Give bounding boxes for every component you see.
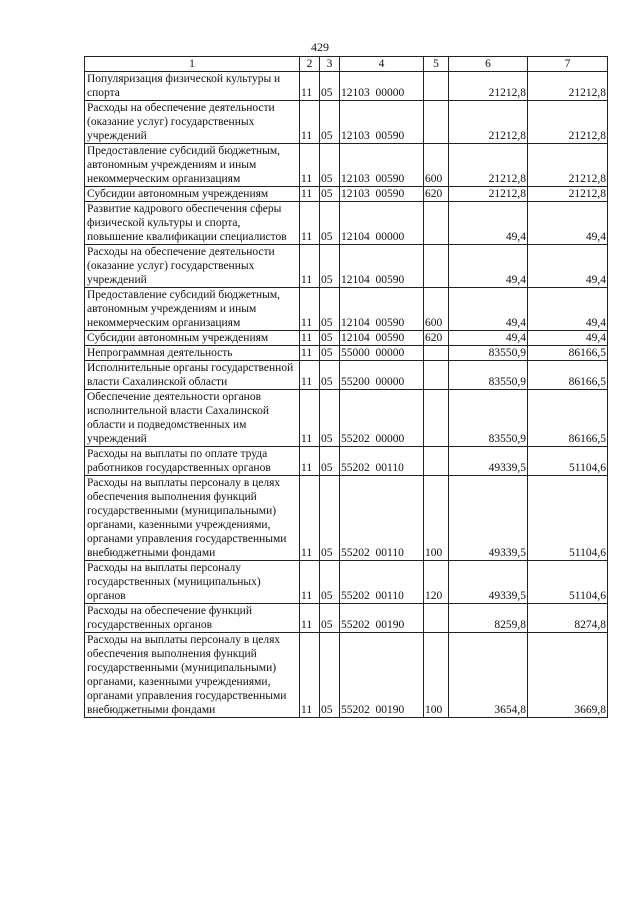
row-subsection-cell: 05 bbox=[320, 101, 340, 144]
row-expense-type-cell bbox=[424, 245, 449, 288]
row-value-7-cell: 86166,5 bbox=[528, 361, 608, 390]
row-expense-type-cell bbox=[424, 447, 449, 476]
row-value-7-cell: 3669,8 bbox=[528, 633, 608, 718]
page-number: 429 bbox=[311, 40, 329, 54]
header-col-7: 7 bbox=[528, 57, 608, 72]
row-target-article-cell: 55000 00000 bbox=[340, 346, 424, 361]
row-value-7-cell: 49,4 bbox=[528, 245, 608, 288]
row-section-cell: 11 bbox=[300, 72, 320, 101]
row-expense-type-cell: 620 bbox=[424, 331, 449, 346]
row-value-7-cell: 21212,8 bbox=[528, 144, 608, 187]
row-target-article-cell: 12103 00590 bbox=[340, 187, 424, 202]
row-section-cell: 11 bbox=[300, 202, 320, 245]
row-subsection-cell: 05 bbox=[320, 604, 340, 633]
row-subsection-cell: 05 bbox=[320, 561, 340, 604]
row-target-article-cell: 12104 00590 bbox=[340, 331, 424, 346]
row-subsection-cell: 05 bbox=[320, 72, 340, 101]
row-expense-type-cell: 600 bbox=[424, 288, 449, 331]
header-col-6: 6 bbox=[449, 57, 528, 72]
row-expense-type-cell bbox=[424, 72, 449, 101]
row-subsection-cell: 05 bbox=[320, 633, 340, 718]
header-col-2: 2 bbox=[300, 57, 320, 72]
row-name-cell: Развитие кадрового обеспечения сферы физической культуры и спорта, повышение квалификации специалистов bbox=[85, 202, 300, 245]
row-target-article-cell: 55202 00190 bbox=[340, 604, 424, 633]
row-subsection-cell: 05 bbox=[320, 202, 340, 245]
row-section-cell: 11 bbox=[300, 346, 320, 361]
row-subsection-cell: 05 bbox=[320, 447, 340, 476]
row-expense-type-cell: 100 bbox=[424, 633, 449, 718]
row-section-cell: 11 bbox=[300, 476, 320, 561]
row-subsection-cell: 05 bbox=[320, 144, 340, 187]
table-row bbox=[85, 101, 608, 144]
header-col-5: 5 bbox=[424, 57, 449, 72]
row-subsection-cell: 05 bbox=[320, 187, 340, 202]
row-subsection-cell: 05 bbox=[320, 346, 340, 361]
row-value-7-cell: 21212,8 bbox=[528, 101, 608, 144]
row-name-cell: Расходы на выплаты персоналу в целях обеспечения выполнения функций государственными (муниципальными) органами, казенными учреждениями, органами управления государственными внебюджетными фондами bbox=[85, 633, 300, 718]
row-expense-type-cell bbox=[424, 202, 449, 245]
row-target-article-cell: 12104 00590 bbox=[340, 288, 424, 331]
table-row bbox=[85, 476, 608, 561]
row-name-cell: Субсидии автономным учреждениям bbox=[85, 187, 300, 202]
row-value-7-cell: 21212,8 bbox=[528, 187, 608, 202]
row-expense-type-cell bbox=[424, 101, 449, 144]
row-value-6-cell: 83550,9 bbox=[449, 390, 528, 447]
row-expense-type-cell: 600 bbox=[424, 144, 449, 187]
table-row bbox=[85, 633, 608, 718]
row-expense-type-cell: 120 bbox=[424, 561, 449, 604]
row-target-article-cell: 55202 00110 bbox=[340, 561, 424, 604]
row-subsection-cell: 05 bbox=[320, 476, 340, 561]
table-row bbox=[85, 390, 608, 447]
row-target-article-cell: 55200 00000 bbox=[340, 361, 424, 390]
row-expense-type-cell: 620 bbox=[424, 187, 449, 202]
budget-table bbox=[84, 56, 608, 718]
row-target-article-cell: 12103 00590 bbox=[340, 101, 424, 144]
table-row bbox=[85, 144, 608, 187]
row-target-article-cell: 12104 00000 bbox=[340, 202, 424, 245]
row-value-6-cell: 49339,5 bbox=[449, 447, 528, 476]
row-expense-type-cell bbox=[424, 346, 449, 361]
row-section-cell: 11 bbox=[300, 144, 320, 187]
row-value-7-cell: 51104,6 bbox=[528, 476, 608, 561]
header-col-1: 1 bbox=[85, 57, 300, 72]
header-col-4: 4 bbox=[340, 57, 424, 72]
row-target-article-cell: 12104 00590 bbox=[340, 245, 424, 288]
row-value-6-cell: 21212,8 bbox=[449, 72, 528, 101]
row-section-cell: 11 bbox=[300, 331, 320, 346]
row-name-cell: Расходы на обеспечение функций государственных органов bbox=[85, 604, 300, 633]
row-value-6-cell: 49339,5 bbox=[449, 561, 528, 604]
row-name-cell: Субсидии автономным учреждениям bbox=[85, 331, 300, 346]
table-row bbox=[85, 604, 608, 633]
table-row bbox=[85, 72, 608, 101]
row-value-7-cell: 51104,6 bbox=[528, 561, 608, 604]
row-value-7-cell: 21212,8 bbox=[528, 72, 608, 101]
row-section-cell: 11 bbox=[300, 390, 320, 447]
row-subsection-cell: 05 bbox=[320, 361, 340, 390]
row-section-cell: 11 bbox=[300, 245, 320, 288]
row-value-7-cell: 86166,5 bbox=[528, 346, 608, 361]
row-value-7-cell: 86166,5 bbox=[528, 390, 608, 447]
row-value-6-cell: 3654,8 bbox=[449, 633, 528, 718]
table-body bbox=[85, 72, 608, 718]
header-row bbox=[85, 57, 608, 72]
row-value-7-cell: 49,4 bbox=[528, 331, 608, 346]
table-row bbox=[85, 346, 608, 361]
row-value-6-cell: 21212,8 bbox=[449, 187, 528, 202]
row-name-cell: Расходы на обеспечение деятельности (оказание услуг) государственных учреждений bbox=[85, 101, 300, 144]
row-value-6-cell: 8259,8 bbox=[449, 604, 528, 633]
row-name-cell: Расходы на обеспечение деятельности (оказание услуг) государственных учреждений bbox=[85, 245, 300, 288]
row-section-cell: 11 bbox=[300, 633, 320, 718]
row-name-cell: Расходы на выплаты по оплате труда работников государственных органов bbox=[85, 447, 300, 476]
row-section-cell: 11 bbox=[300, 447, 320, 476]
row-name-cell: Расходы на выплаты персоналу государственных (муниципальных) органов bbox=[85, 561, 300, 604]
table-row bbox=[85, 561, 608, 604]
row-name-cell: Исполнительные органы государственной власти Сахалинской области bbox=[85, 361, 300, 390]
row-section-cell: 11 bbox=[300, 187, 320, 202]
row-value-6-cell: 49,4 bbox=[449, 288, 528, 331]
row-target-article-cell: 55202 00110 bbox=[340, 447, 424, 476]
table-row bbox=[85, 447, 608, 476]
row-value-7-cell: 51104,6 bbox=[528, 447, 608, 476]
row-name-cell: Расходы на выплаты персоналу в целях обеспечения выполнения функций государственными (муниципальными) органами, казенными учреждениями, органами управления государственными внебюджетными фондами bbox=[85, 476, 300, 561]
row-name-cell: Предоставление субсидий бюджетным, автономным учреждениям и иным некоммерческим организациям bbox=[85, 288, 300, 331]
header-col-3: 3 bbox=[320, 57, 340, 72]
row-value-6-cell: 21212,8 bbox=[449, 101, 528, 144]
row-value-6-cell: 49339,5 bbox=[449, 476, 528, 561]
table-row bbox=[85, 288, 608, 331]
row-name-cell: Непрограммная деятельность bbox=[85, 346, 300, 361]
row-section-cell: 11 bbox=[300, 101, 320, 144]
row-name-cell: Популяризация физической культуры и спорта bbox=[85, 72, 300, 101]
row-subsection-cell: 05 bbox=[320, 390, 340, 447]
table-row bbox=[85, 361, 608, 390]
row-value-6-cell: 49,4 bbox=[449, 202, 528, 245]
row-section-cell: 11 bbox=[300, 604, 320, 633]
row-value-6-cell: 21212,8 bbox=[449, 144, 528, 187]
table-row bbox=[85, 202, 608, 245]
row-value-7-cell: 8274,8 bbox=[528, 604, 608, 633]
row-expense-type-cell: 100 bbox=[424, 476, 449, 561]
row-value-6-cell: 83550,9 bbox=[449, 346, 528, 361]
row-target-article-cell: 12103 00590 bbox=[340, 144, 424, 187]
row-section-cell: 11 bbox=[300, 361, 320, 390]
row-subsection-cell: 05 bbox=[320, 331, 340, 346]
row-target-article-cell: 12103 00000 bbox=[340, 72, 424, 101]
row-value-7-cell: 49,4 bbox=[528, 288, 608, 331]
row-section-cell: 11 bbox=[300, 561, 320, 604]
row-expense-type-cell bbox=[424, 361, 449, 390]
row-target-article-cell: 55202 00000 bbox=[340, 390, 424, 447]
table-row bbox=[85, 245, 608, 288]
row-subsection-cell: 05 bbox=[320, 288, 340, 331]
row-expense-type-cell bbox=[424, 390, 449, 447]
row-target-article-cell: 55202 00190 bbox=[340, 633, 424, 718]
row-value-6-cell: 49,4 bbox=[449, 331, 528, 346]
table-row bbox=[85, 331, 608, 346]
row-section-cell: 11 bbox=[300, 288, 320, 331]
row-value-6-cell: 49,4 bbox=[449, 245, 528, 288]
row-target-article-cell: 55202 00110 bbox=[340, 476, 424, 561]
row-name-cell: Обеспечение деятельности органов исполнительной власти Сахалинской области и подведомственных им учреждений bbox=[85, 390, 300, 447]
row-subsection-cell: 05 bbox=[320, 245, 340, 288]
row-expense-type-cell bbox=[424, 604, 449, 633]
row-name-cell: Предоставление субсидий бюджетным, автономным учреждениям и иным некоммерческим организациям bbox=[85, 144, 300, 187]
table-row bbox=[85, 187, 608, 202]
row-value-6-cell: 83550,9 bbox=[449, 361, 528, 390]
row-value-7-cell: 49,4 bbox=[528, 202, 608, 245]
